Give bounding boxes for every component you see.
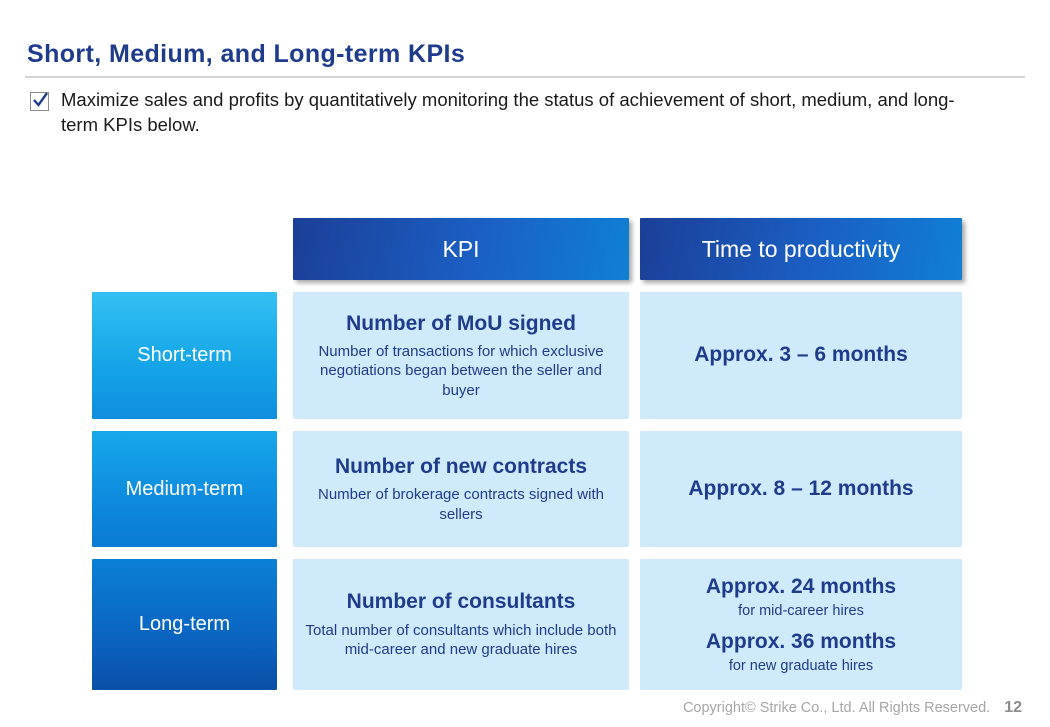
row-label-long-term: Long-term — [92, 559, 277, 690]
time-main-long-term-mid-career: Approx. 24 months — [705, 575, 897, 599]
time-block — [706, 574, 896, 620]
matrix-header-row — [92, 218, 962, 280]
lead-text: Maximize sales and profits by quantitatively monitoring the status of achievement of short, medium, and long-term KPIs below. — [61, 89, 955, 135]
table-row — [92, 559, 962, 690]
header-kpi: KPI — [293, 218, 629, 280]
header-time-to-productivity: Time to productivity — [640, 218, 962, 280]
kpi-main-short-term: Number of MoU signed — [346, 311, 576, 335]
kpi-sub-short-term: Number of transactions for which exclusive negotiations began between the seller and buyer — [318, 342, 604, 399]
table-row — [92, 431, 962, 547]
time-block — [688, 476, 913, 502]
row-label-medium-term: Medium-term — [92, 431, 277, 547]
kpi-matrix — [92, 218, 962, 690]
kpi-sub-long-term: Total number of consultants which include both mid-career and new graduate hires — [305, 621, 617, 659]
time-cell-short-term — [640, 292, 962, 419]
slide-footer — [683, 699, 1022, 717]
time-main-medium-term: Approx. 8 – 12 months — [688, 476, 914, 500]
page-number: 12 — [1004, 699, 1022, 716]
kpi-cell-long-term — [293, 559, 629, 690]
table-row — [92, 292, 962, 419]
copyright-text: Copyright© Strike Co., Ltd. All Rights Reserved. — [682, 700, 991, 716]
title-divider — [25, 76, 1025, 78]
time-cell-long-term — [640, 559, 962, 690]
kpi-cell-medium-term — [293, 431, 629, 547]
time-main-short-term: Approx. 3 – 6 months — [694, 343, 908, 367]
lead-statement — [30, 88, 990, 138]
page-title: Short, Medium, and Long-term KPIs — [27, 40, 466, 68]
time-block — [706, 629, 896, 675]
time-sub-long-term-mid-career: for mid-career hires — [738, 603, 864, 620]
time-sub-long-term-new-graduate: for new graduate hires — [728, 657, 874, 674]
kpi-sub-medium-term: Number of brokerage contracts signed with sellers — [318, 486, 604, 523]
checkbox-checked-icon — [30, 92, 49, 111]
header-corner-cell — [92, 218, 277, 280]
time-main-long-term-new-graduate: Approx. 36 months — [705, 629, 897, 653]
kpi-main-long-term: Number of consultants — [346, 590, 576, 614]
time-block — [694, 342, 908, 368]
time-cell-medium-term — [640, 431, 962, 547]
row-label-short-term: Short-term — [92, 292, 277, 419]
kpi-main-medium-term: Number of new contracts — [334, 454, 588, 478]
kpi-cell-short-term — [293, 292, 629, 419]
